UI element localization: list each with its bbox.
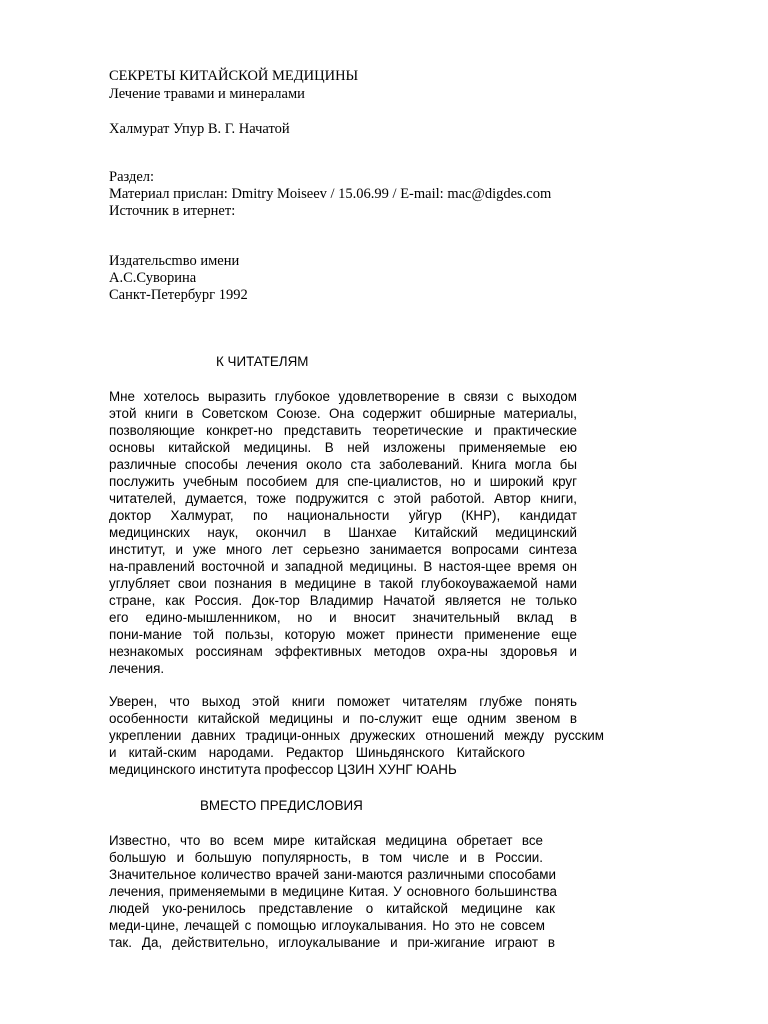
text-line: позволяющие конкрет-но представить теоретические и практические bbox=[109, 423, 577, 438]
text-line: Известно, что во всем мире китайская медицина обретает все bbox=[109, 833, 543, 848]
section-heading-readers: К ЧИТАТЕЛЯМ bbox=[216, 354, 309, 369]
text-line: людей уко-ренилось представление о китайской медицине как bbox=[109, 901, 555, 916]
text-line: незнакомых россиянам эффективных методов охра-ны здоровья и bbox=[109, 644, 577, 659]
doc-title: СЕКРЕТЫ КИТАЙСКОЙ МЕДИЦИНЫ bbox=[109, 68, 359, 84]
text-line: лечения. bbox=[109, 661, 165, 676]
text-line: и китай-ским народами. Редактор Шиньдянского Китайского bbox=[109, 745, 525, 760]
section-heading-foreword: ВМЕСТО ПРЕДИСЛОВИЯ bbox=[200, 798, 363, 813]
section-field: Раздел: bbox=[109, 169, 155, 185]
text-line: стране, как Россия. Док-тор Владимир Начатой является не только bbox=[109, 593, 577, 608]
publisher-line: Издательсmво имени bbox=[109, 253, 240, 269]
text-line: углубляет свои познания в медицине в такой глубокоуважаемой нами bbox=[109, 576, 577, 591]
doc-authors: Халмурат Упур В. Г. Начатой bbox=[109, 121, 290, 137]
text-line: институт, и уже много лет серьезно занимается вопросами синтеза bbox=[109, 542, 577, 557]
source-field: Источник в итернет: bbox=[109, 203, 236, 219]
text-line: различные способы лечения около ста заболеваний. Книга могла бы bbox=[109, 457, 577, 472]
text-line: Уверен, что выход этой книги поможет читателям глубже понять bbox=[109, 694, 577, 709]
text-line: его едино-мышленником, но и вносит значительный вклад в bbox=[109, 610, 577, 625]
publisher-line: А.С.Суворина bbox=[109, 270, 197, 286]
publisher-line: Санкт-Петербург 1992 bbox=[109, 287, 248, 303]
text-line: Мне хотелось выразить глубокое удовлетворение в связи с выходом bbox=[109, 389, 577, 404]
text-line: так. Да, действительно, иглоукалывание и при-жигание играют в bbox=[109, 935, 555, 950]
text-line: лечения, применяемыми в медицине Китая. У основного большинства bbox=[109, 884, 557, 899]
text-line: медицинского института профессор ЦЗИН ХУНГ ЮАНЬ bbox=[109, 762, 457, 777]
text-line: особенности китайской медицины и по-служит еще одним звеном в bbox=[109, 711, 577, 726]
text-line: основы китайской медицины. В ней изложены применяемые ею bbox=[109, 440, 577, 455]
text-line: на-правлений восточной и западной медицины. В настоя-щее время он bbox=[109, 559, 577, 574]
text-line: доктор Халмурат, по национальности уйгур (КНР), кандидат bbox=[109, 508, 577, 523]
text-line: этой книги в Советском Союзе. Она содержит обширные материалы, bbox=[109, 406, 577, 421]
text-line: послужить учебным пособием для спе-циалистов, но и широкий круг bbox=[109, 474, 577, 489]
sent-by-field: Материал прислан: Dmitry Moiseev / 15.06.99 / E-mail: mac@digdes.com bbox=[109, 186, 552, 202]
text-line: пони-мание той пользы, которую может принести применение еще bbox=[109, 627, 577, 642]
text-line: укреплении давних традици-онных дружеских отношений между русским bbox=[109, 728, 604, 743]
text-line: Значительное количество врачей зани-маются различными способами bbox=[109, 867, 556, 882]
text-line: читателей, думается, тоже подружится с этой работой. Автор книги, bbox=[109, 491, 577, 506]
text-line: большую и большую популярность, в том числе и в России. bbox=[109, 850, 543, 865]
doc-subtitle: Лечение травами и минералами bbox=[109, 86, 305, 102]
text-line: меди-цине, лечащей с помощью иглоукалывания. Но это не совсем bbox=[109, 918, 545, 933]
text-line: медицинских наук, окончил в Шанхае Китайский медицинский bbox=[109, 525, 577, 540]
